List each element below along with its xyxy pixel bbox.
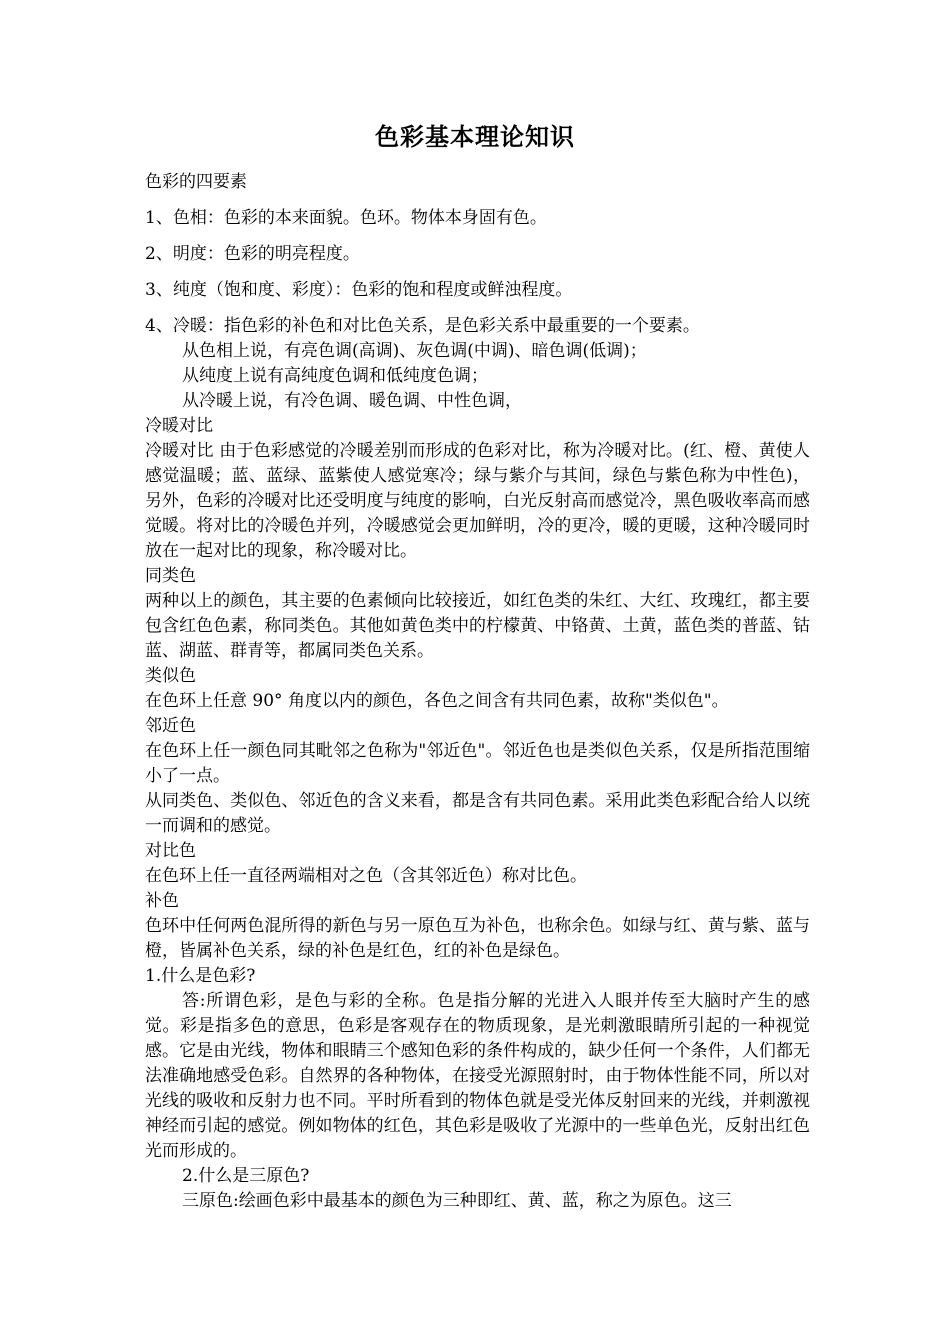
document-body: [145, 170, 810, 1214]
paragraph: 从纯度上说有高纯度色调和低纯度色调；: [182, 366, 488, 386]
section-heading: 同类色: [145, 566, 196, 586]
section-heading: 类似色: [145, 666, 196, 686]
paragraph: 色环中任何两色混所得的新色与另一原色互为补色，也称余色。如绿与红、黄与紫、蓝与橙，皆属补色关系，绿的补色是红色，红的补色是绿色。: [145, 916, 810, 961]
paragraph: 3、纯度（饱和度、彩度）：色彩的饱和程度或鲜浊程度。: [145, 280, 573, 300]
paragraph: 从同类色、类似色、邻近色的含义来看，都是含有共同色素。采用此类色彩配合给人以统一而调和的感觉。: [145, 791, 810, 836]
paragraph: 从冷暖上说，有冷色调、暖色调、中性色调，: [182, 391, 522, 411]
paragraph: 1、色相：色彩的本来面貌。色环。物体本身固有色。: [145, 208, 547, 228]
question-heading: 2.什么是三原色?: [182, 1166, 310, 1186]
paragraph: 在色环上任意 90° 角度以内的颜色，各色之间含有共同色素，故称"类似色"。: [145, 691, 729, 711]
paragraph: 冷暖对比 由于色彩感觉的冷暖差别而形成的色彩对比，称为冷暖对比。(红、橙、黄使人感觉温暖；蓝、蓝绿、蓝紫使人感觉寒冷；绿与紫介与其间，绿色与紫色称为中性色)，另外，色彩的冷暖对比还受明度与纯度的影响，白光反射高而感觉冷，黑色吸收率高而感觉暖。将对比的冷暖色并列，冷暖感觉会更加鲜明，冷的更冷，暖的更暖，这种冷暖同时放在一起对比的现象，称冷暖对比。: [145, 441, 810, 561]
paragraph: 从色相上说，有亮色调(高调)、灰色调(中调)、暗色调(低调)；: [182, 341, 647, 361]
paragraph: 4、冷暖：指色彩的补色和对比色关系，是色彩关系中最重要的一个要素。: [145, 316, 700, 336]
section-heading: 补色: [145, 891, 179, 911]
paragraph: 2、明度：色彩的明亮程度。: [145, 244, 360, 264]
paragraph: 在色环上任一颜色同其毗邻之色称为"邻近色"。邻近色也是类似色关系，仅是所指范围缩小了一点。: [145, 741, 810, 786]
paragraph: 三原色:绘画色彩中最基本的颜色为三种即红、黄、蓝，称之为原色。这三: [182, 1191, 732, 1211]
section-heading: 对比色: [145, 841, 196, 861]
paragraph: 色彩的四要素: [145, 172, 247, 192]
section-heading: 邻近色: [145, 716, 196, 736]
section-heading: 冷暖对比: [145, 416, 213, 436]
document-title: 色彩基本理论知识: [375, 123, 575, 151]
paragraph: 在色环上任一直径两端相对之色（含其邻近色）称对比色。: [145, 866, 587, 886]
question-heading: 1.什么是色彩?: [145, 966, 256, 986]
paragraph: 两种以上的颜色，其主要的色素倾向比较接近，如红色类的朱红、大红、玫瑰红，都主要包含红色色素，称同类色。其他如黄色类中的柠檬黄、中铬黄、土黄，蓝色类的普蓝、钴蓝、湖蓝、群青等，都属同类色关系。: [145, 591, 810, 661]
paragraph: 答:所谓色彩，是色与彩的全称。色是指分解的光进入人眼并传至大脑时产生的感觉。彩是指多色的意思，色彩是客观存在的物质现象，是光刺激眼睛所引起的一种视觉感。它是由光线，物体和眼睛三个感知色彩的条件构成的，缺少任何一个条件，人们都无法准确地感受色彩。自然界的各种物体，在接受光源照射时，由于物体性能不同，所以对光线的吸收和反射力也不同。平时所看到的物体色就是受光体反射回来的光线，并刺激视神经而引起的感觉。例如物体的红色，其色彩是吸收了光源中的一些单色光，反射出红色光而形成的。: [145, 991, 810, 1161]
